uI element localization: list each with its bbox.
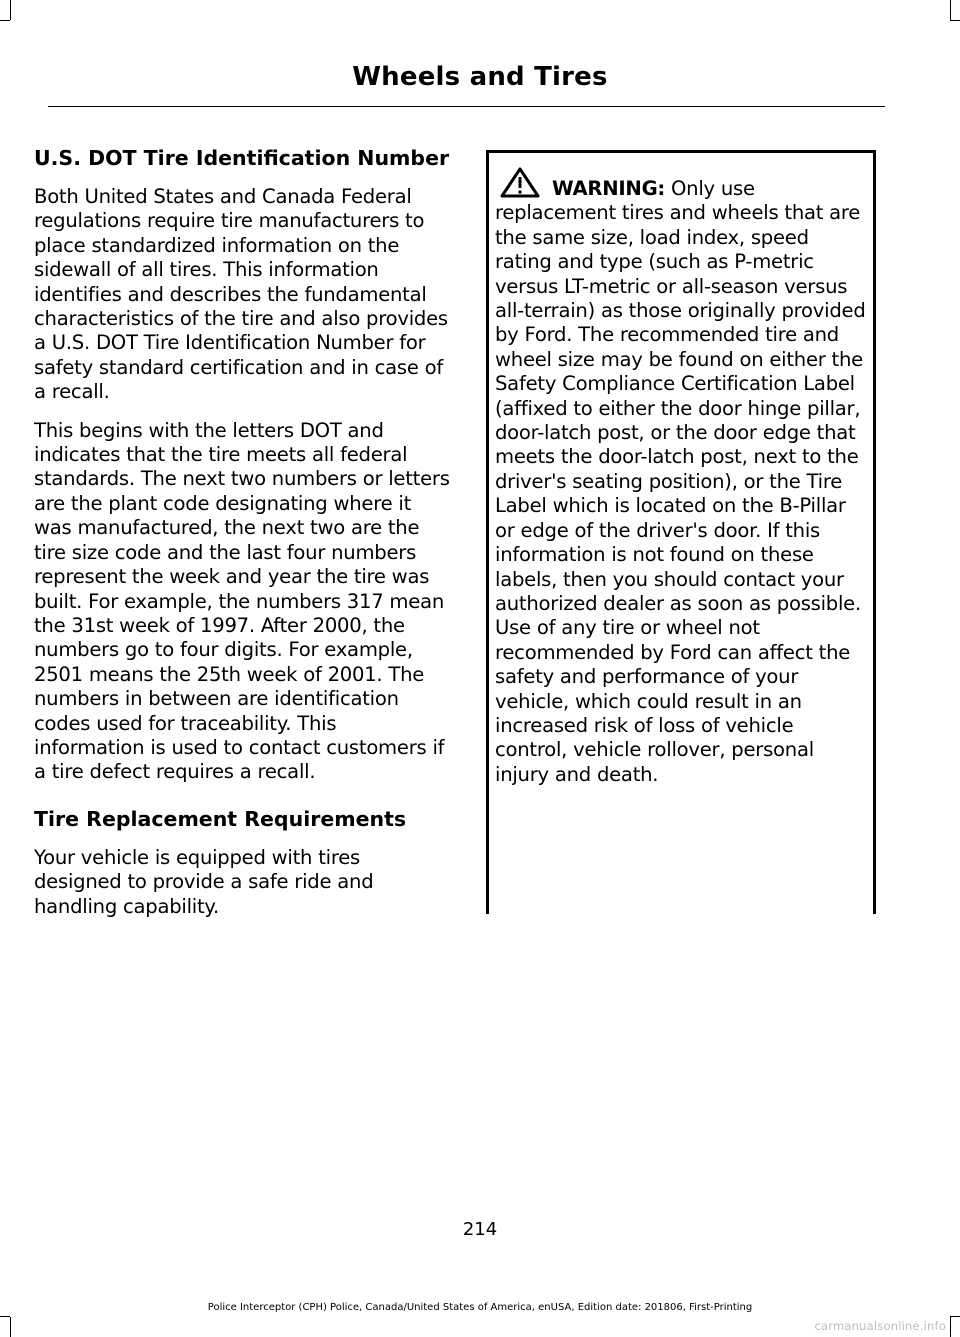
crop-mark [10,1317,11,1337]
crop-mark [0,1316,10,1317]
crop-mark [0,20,10,21]
paragraph-dot-code-explanation: This begins with the letters DOT and indicates that the tire meets all federal standards. The next two numbers or letters are the plant code designating where it was manufactured, the next two are the tire size code and the last four numbers represent the week and year the tire was built. For example, the numbers 317 mean the 31st week of 1997. After 2000, the numbers go to four digits. For example, 2501 means the 25th week of 2001. The numbers in between are identification codes used for traceability. This information is used to contact customers if a tire defect requires a recall. [34,418,450,784]
crop-mark [950,1316,960,1317]
watermark: carmanualsonline.info [814,1319,946,1333]
page-header-title: Wheels and Tires [352,62,608,92]
page-number: 214 [462,1219,498,1240]
crop-mark [10,0,11,20]
warning-box [486,150,876,914]
section-heading-dot-tin: U.S. DOT Tire Identification Number [34,146,450,170]
section-heading-tire-replacement: Tire Replacement Requirements [34,806,407,831]
warning-triangle-icon [499,167,547,199]
footer-edition-info: Police Interceptor (CPH) Police, Canada/United States of America, enUSA, Edition date: 201806, First-Printing [207,1302,753,1313]
crop-mark [950,20,960,21]
warning-body: Only use replacement tires and wheels that are the same size, load index, speed rating and type (such as P-metric versus LT-metric or all-season versus all-terrain) as those originally provided by Ford. The recommended tire and wheel size may be found on either the Safety Compliance Certification Label (affixed to either the door hinge pillar, door-latch post, or the door edge that meets the door-latch post, next to the driver's seating position), or the Tire Label which is located on the B-Pillar or edge of the driver's door. If this information is not found on these labels, then you should contact your authorized dealer as soon as possible. Use of any tire or wheel not recommended by Ford can affect the safety and performance of your vehicle, which could result in an increased risk of loss of vehicle control, vehicle rollover, personal injury and death. [495,177,866,786]
crop-mark [950,0,951,20]
left-column [34,146,450,919]
warning-label: WARNING: [552,177,665,200]
warning-paragraph [495,167,867,787]
header-divider [48,106,885,107]
paragraph-tire-replacement: Your vehicle is equipped with tires designed to provide a safe ride and handling capability. [34,845,374,918]
paragraph-dot-regulations: Both United States and Canada Federal regulations require tire manufacturers to place standardized information on the sidewall of all tires. This information identifies and describes the fundamental characteristics of the tire and also provides a U.S. DOT Tire Identification Number for safety standard certification and in case of a recall. [34,185,448,404]
crop-mark [950,1317,951,1337]
